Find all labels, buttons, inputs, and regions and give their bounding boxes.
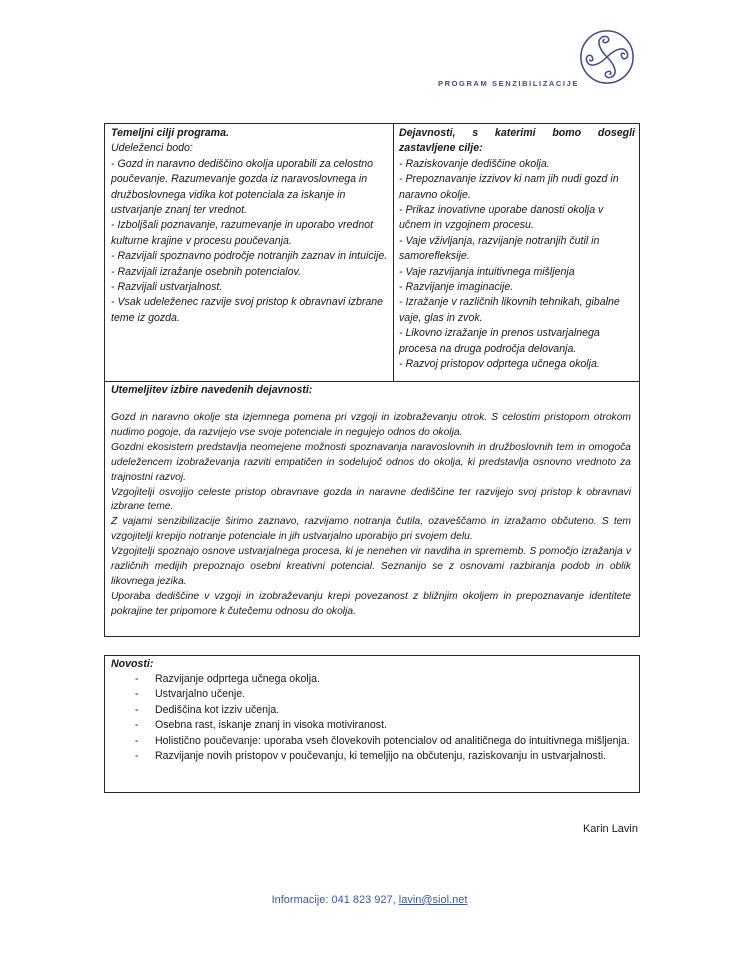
activities-heading-line1: Dejavnosti, s katerimi bomo dosegli bbox=[399, 127, 635, 139]
rationale-body bbox=[111, 411, 631, 620]
dash-bullet: - bbox=[135, 750, 139, 763]
dash-bullet: - bbox=[135, 688, 139, 701]
dash-bullet: - bbox=[135, 703, 139, 716]
activity-item: - Likovno izražanje in prenos ustvarjalnega procesa na druga področja delovanja. bbox=[399, 327, 600, 355]
list-item bbox=[111, 703, 631, 718]
rationale-paragraph: Gozd in naravno okolje sta izjemnega pomena pri vzgoji in izobraževanju otrok. S celostim pristopom otrokom nudimo pogoje, da razvijejo vse svoje potenciale in negujejo odnos do okolja. bbox=[111, 412, 631, 438]
list-item bbox=[111, 672, 631, 687]
novelty-text: Dediščina kot izziv učenja. bbox=[155, 703, 280, 716]
activity-item: - Vaje vživljanja, razvijanje notranjih čutil in samorefleksije. bbox=[399, 234, 600, 263]
list-item bbox=[111, 734, 631, 749]
program-title: PROGRAM SENZIBILIZACIJE bbox=[438, 79, 579, 88]
activity-item: - Prikaz inovativne uporabe danosti okolja v učnem in vzgojnem procesu. bbox=[399, 204, 604, 232]
novelty-text: Razvijanje novih pristopov v poučevanju, ki temeljijo na občutenju, raziskovanju in ustvarjalnosti. bbox=[155, 750, 607, 763]
goal-item: - Izboljšali poznavanje, razumevanje in uporabo vrednot kulturne krajine v procesu poučevanja. bbox=[111, 219, 374, 247]
novelty-text: Razvijanje odprtega učnega okolja. bbox=[155, 673, 320, 685]
goal-item: - Razvijali ustvarjalnost. bbox=[111, 281, 223, 294]
goals-intro: Udeleženci bodo: bbox=[111, 142, 193, 155]
activity-item: - Raziskovanje dediščine okolja. bbox=[399, 157, 550, 170]
rationale-paragraph: Uporaba dediščine v vzgoji in izobraževanju krepi povezanost z bližnjim okoljem in prepoznavanje identitete pokrajine ter pripomore k čutečemu odnosu do okolja. bbox=[111, 590, 631, 617]
activity-item: - Razvoj pristopov odprtega učnega okolja. bbox=[399, 358, 600, 371]
activities-heading-line2: zastavljene cilje: bbox=[399, 142, 483, 155]
author-name: Karin Lavin bbox=[582, 823, 638, 835]
contact-label: Informacije: 041 823 927, bbox=[271, 894, 396, 906]
contact-info bbox=[0, 894, 739, 906]
spiral-circle-logo-icon bbox=[578, 28, 636, 86]
goal-item: - Gozd in naravno dediščino okolja uporabili za celostno poučevanje. Razumevanje gozda iz naravoslovnega in družboslovnega vidika kot potenciala za iskanje in ustvarjanje znanj ter vrednot. bbox=[111, 157, 374, 217]
goal-item: - Razvijali izražanje osebnih potencialov. bbox=[111, 265, 301, 278]
goals-activities-table bbox=[104, 123, 640, 382]
goals-column bbox=[111, 126, 389, 326]
dash-bullet: - bbox=[135, 719, 139, 732]
email-link[interactable]: lavin@siol.net bbox=[398, 894, 468, 906]
dash-bullet: - bbox=[135, 734, 139, 747]
rationale-heading: Utemeljitev izbire navedenih dejavnosti: bbox=[111, 384, 313, 396]
novelty-text: Ustvarjalno učenje. bbox=[155, 688, 246, 701]
novelty-text: Holistično poučevanje: uporaba vseh človekovih potencialov od analitičnega do intuitivnega mišljenja. bbox=[155, 734, 630, 747]
goal-item: - Razvijali spoznavno področje notranjih zaznav in intuicije. bbox=[111, 250, 388, 263]
rationale-paragraph: Z vajami senzibilizacije širimo zaznavo, razvijamo notranja čutila, ozaveščamo in izražamo občuteno. S tem vzgojitelji krepijo notranje potenciale in jih ustvarjalno uporabijo pri svojem delu. bbox=[111, 516, 631, 543]
novelties-heading: Novosti: bbox=[111, 658, 154, 670]
list-item bbox=[111, 687, 631, 702]
goal-item: - Vsak udeleženec razvije svoj pristop k obravnavi izbrane teme iz gozda. bbox=[111, 296, 384, 324]
list-item bbox=[111, 718, 631, 733]
rationale-paragraph: Vzgojitelji spoznajo osnove ustvarjalnega procesa, ki je nenehen vir navdiha in sprememb. S pomočjo izražanja v različnih medijih prepoznajo osebni kreativni potencial. Seznanijo se z osnovami razbiranja podob in oblik likovnega jezika. bbox=[111, 546, 631, 587]
rationale-section bbox=[104, 381, 640, 637]
activity-item: - Prepoznavanje izzivov ki nam jih nudi gozd in naravno okolje. bbox=[399, 173, 619, 201]
activity-item: - Vaje razvijanja intuitivnega mišljenja bbox=[399, 265, 575, 278]
novelty-text: Osebna rast, iskanje znanj in visoka motiviranost. bbox=[155, 719, 387, 732]
activities-column bbox=[399, 126, 635, 373]
activity-item: - Razvijanje imaginacije. bbox=[399, 281, 514, 294]
rationale-paragraph: Vzgojitelji osvojijo celeste pristop obravnave gozda in naravne dediščine ter razvijejo svoj pristop k obravnavi izbrane teme. bbox=[111, 486, 631, 513]
novelties-list bbox=[111, 672, 631, 764]
dash-bullet: - bbox=[135, 673, 139, 685]
list-item bbox=[111, 749, 631, 764]
column-divider bbox=[393, 124, 394, 381]
novelties-section bbox=[104, 655, 640, 793]
goals-heading: Temeljni cilji programa. bbox=[111, 127, 229, 139]
rationale-paragraph: Gozdni ekosistem predstavlja neomejene možnosti spoznavanja naravoslovnih in družboslovnih tem in omogoča udeležencem izobraževanja razviti empatičen in sodelujoč odnos do okolja, ki predstavlja osnovno vrednoto za trajnostni razvoj. bbox=[111, 441, 631, 483]
activity-item: - Izražanje v različnih likovnih tehnikah, gibalne vaje, glas in zvok. bbox=[399, 296, 620, 324]
